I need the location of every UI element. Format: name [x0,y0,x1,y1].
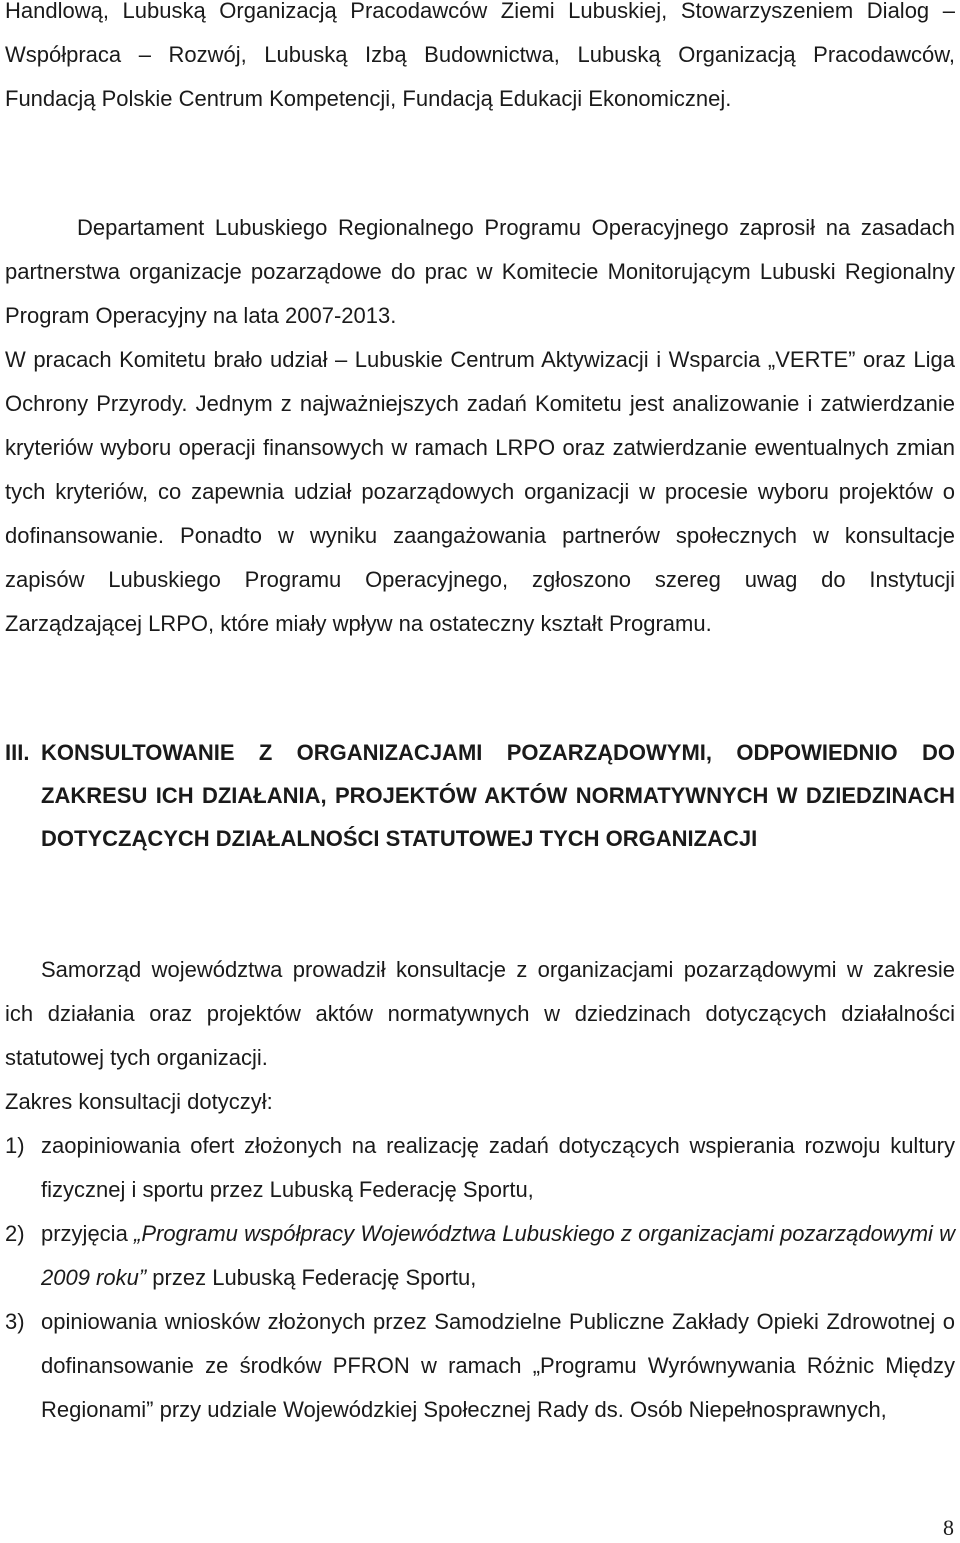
list-item [5,1212,955,1300]
list-marker: 3) [5,1309,25,1334]
page-number: 8 [943,1515,954,1540]
list-item-text: zaopiniowania ofert złożonych na realizację zadań dotyczących wspierania rozwoju kultury fizycznej i sportu przez Lubuską Federację Sportu, [41,1133,955,1202]
scope-label: Zakres konsultacji dotyczył: [5,1089,273,1114]
paragraph-partners-list: Handlową, Lubuską Organizacją Pracodawców Ziemi Lubuskiej, Stowarzyszeniem Dialog – Współpraca – Rozwój, Lubuską Izbą Budownictwa, Lubuską Organizacją Pracodawców, Fundacją Polskie Centrum Kompetencji, Fundacją Edukacji Ekonomicznej. [5,0,955,111]
list-item [5,1300,955,1432]
list-item-text: opiniowania wniosków złożonych przez Samodzielne Publiczne Zakłady Opieki Zdrowotnej o dofinansowanie ze środków PFRON w ramach „Programu Wyrównywania Różnic Między Regionami” przy udziale Wojewódzkiej Społecznej Rady ds. Osób Niepełnosprawnych, [41,1309,955,1422]
section-number: III. [5,740,30,765]
list-marker: 2) [5,1221,25,1246]
list-item [5,1124,955,1212]
list-marker: 1) [5,1133,25,1158]
program-title-italic: „Programu współpracy Województwa Lubuskiego z organizacjami pozarządowymi w 2009 roku” [41,1221,955,1290]
section-heading [5,731,955,860]
section-title: KONSULTOWANIE Z ORGANIZACJAMI POZARZĄDOWYMI, ODPOWIEDNIO DO ZAKRESU ICH DZIAŁANIA, PROJEKTÓW AKTÓW NORMATYWNYCH W DZIEDZINACH DOTYCZĄCYCH DZIAŁALNOŚCI STATUTOWEJ TYCH ORGANIZACJI [41,740,955,851]
consultation-scope-list [5,1124,955,1432]
list-item-text-after: przez Lubuską Federację Sportu, [146,1265,477,1290]
paragraph-monitoring-committee: Departament Lubuskiego Regionalnego Programu Operacyjnego zaprosił na zasadach partnerstwa organizacje pozarządowe do prac w Komitecie Monitorującym Lubuski Regionalny Program Operacyjny na lata 2007-2013. [5,215,955,328]
paragraph-consultation-intro: Samorząd województwa prowadził konsultacje z organizacjami pozarządowymi w zakresie ich działania oraz projektów aktów normatywnych w dziedzinach dotyczących działalności statutowej tych organizacji. [5,957,955,1070]
list-item-text-before: przyjęcia [41,1221,134,1246]
list-item-text [41,1212,955,1300]
paragraph-committee-work: W pracach Komitetu brało udział – Lubuskie Centrum Aktywizacji i Wsparcia „VERTE” oraz Liga Ochrony Przyrody. Jednym z najważniejszych zadań Komitetu jest analizowanie i zatwierdzanie kryteriów wyboru operacji finansowych w ramach LRPO oraz zatwierdzanie ewentualnych zmian tych kryteriów, co zapewnia udział pozarządowych organizacji w procesie wyboru projektów o dofinansowanie. Ponadto w wyniku zaangażowania partnerów społecznych w konsultacje zapisów Lubuskiego Programu Operacyjnego, zgłoszono szereg uwag do Instytucji Zarządzającej LRPO, które miały wpływ na ostateczny kształt Programu. [5,347,955,636]
